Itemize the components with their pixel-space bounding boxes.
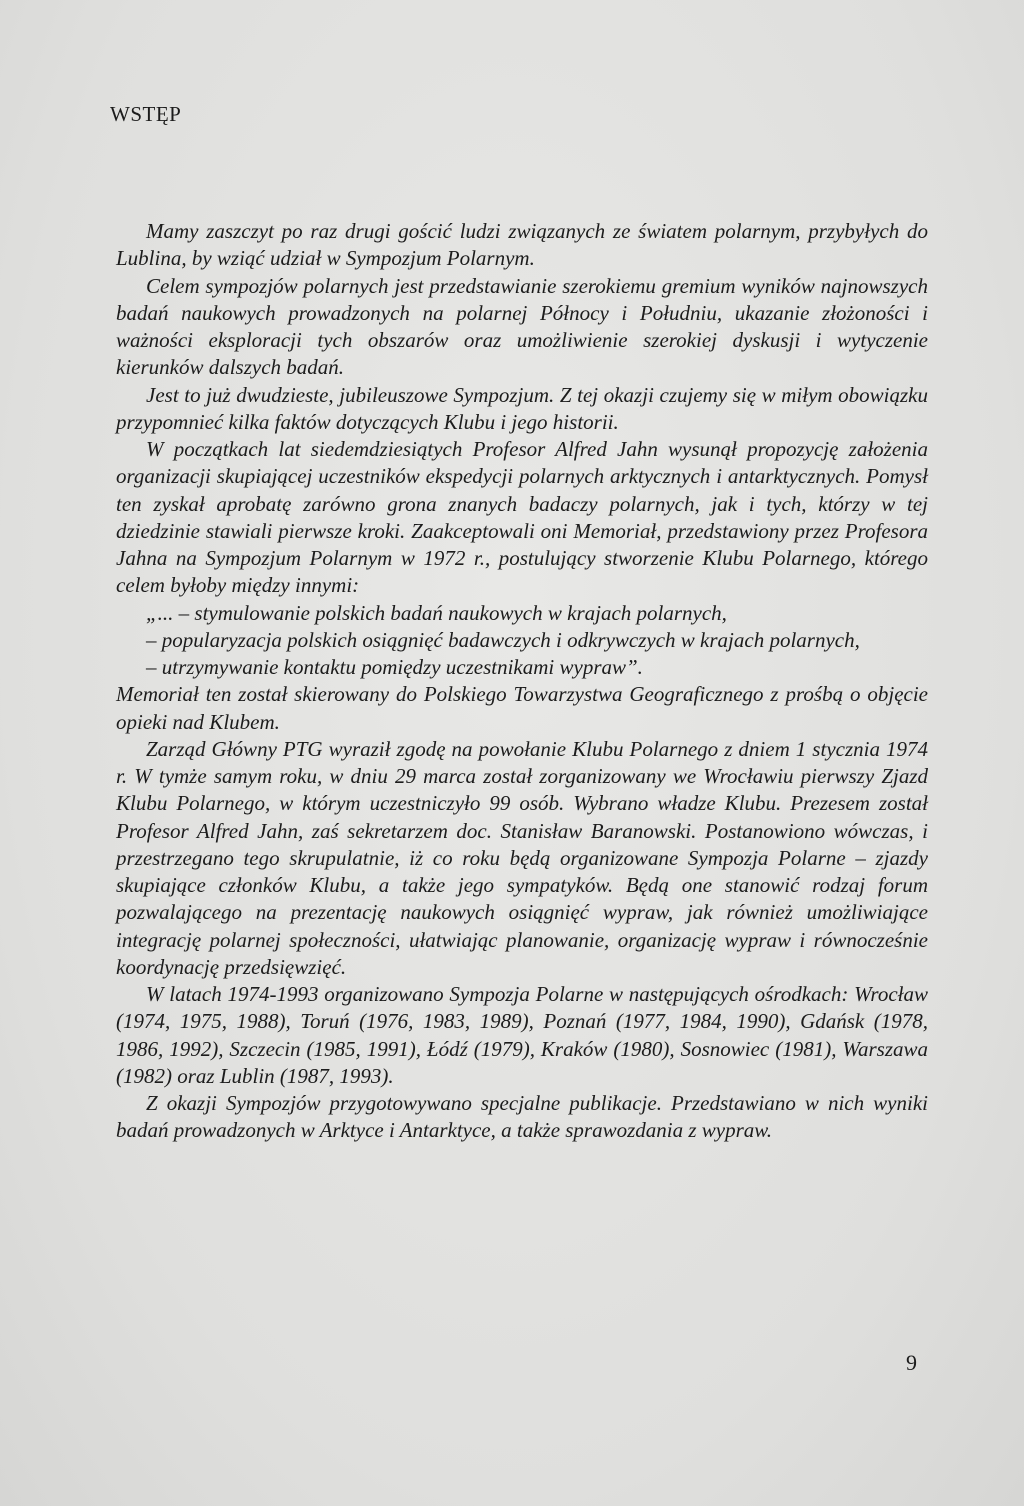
body-text [116, 218, 928, 1145]
quote-item-1: „... – stymulowanie polskich badań naukowych w krajach polarnych, [146, 600, 727, 625]
paragraph-founding: Zarząd Główny PTG wyraził zgodę na powołanie Klubu Polarnego z dniem 1 stycznia 1974 r. W tymże samym roku, w dniu 29 marca został zorganizowany we Wrocławiu pierwszy Zjazd Klubu Polarnego, w którym uczestniczyło 99 osób. Wybrano władze Klubu. Prezesem został Profesor Alfred Jahn, zaś sekretarzem doc. Stanisław Baranowski. Postanowiono wówczas, i przestrzegano tego skrupulatnie, iż co roku będą organizowane Sympozja Polarne – zjazdy skupiające członków Klubu, a także jego sympatyków. Będą one stanowić rodzaj forum pozwalającego na prezentację naukowych osiągnięć wypraw, jak również umożliwiające integrację polarnej społeczności, ułatwiając planowanie, organizację wypraw i równocześnie koordynację przedsięwzięć. [116, 736, 928, 979]
paragraph-publications: Z okazji Sympozjów przygotowywano specjalne publikacje. Przedstawiano w nich wyniki badań prowadzonych w Arktyce i Antarktyce, a także sprawozdania z wypraw. [116, 1091, 928, 1143]
paragraph-locations: W latach 1974-1993 organizowano Sympozja Polarne w następujących ośrodkach: Wrocław (1974, 1975, 1988), Toruń (1976, 1983, 1989), Poznań (1977, 1984, 1990), Gdańsk (1978, 1986, 1992), Szczecin (1985, 1991), Łódź (1979), Kraków (1980), Sosnowiec (1981), Warszawa (1982) oraz Lublin (1987, 1993). [116, 982, 928, 1088]
quote-item-2: – popularyzacja polskich osiągnięć badawczych i odkrywczych w krajach polarnych, [146, 627, 860, 652]
section-heading: WSTĘP [110, 102, 182, 126]
paragraph-memorial: Memoriał ten został skierowany do Polskiego Towarzystwa Geograficznego z prośbą o objęcie opieki nad Klubem. [116, 682, 928, 734]
quote-item-3: – utrzymywanie kontaktu pomiędzy uczestnikami wypraw”. [146, 655, 643, 679]
paragraph-intro: Mamy zaszczyt po raz drugi gościć ludzi związanych ze światem polarnym, przybyłych do Lublina, by wziąć udział w Sympozjum Polarnym. [116, 219, 928, 271]
page-number: 9 [906, 1350, 917, 1375]
paragraph-goals: Celem sympozjów polarnych jest przedstawianie szerokiemu gremium wyników najnowszych badań naukowych prowadzonych na polarnej Północy i Południu, ukazanie złożoności i ważności eksploracji tych obszarów oraz umożliwienie szerokiej dyskusji i wytyczenie kierunków dalszych badań. [116, 273, 928, 380]
paragraph-jubilee: Jest to już dwudzieste, jubileuszowe Sympozjum. Z tej okazji czujemy się w miłym obowiązku przypomnieć kilka faktów dotyczących Klubu i jego historii. [116, 382, 928, 434]
paragraph-history: W początkach lat siedemdziesiątych Profesor Alfred Jahn wysunął propozycję założenia organizacji skupiającej uczestników ekspedycji polarnych arktycznych i antarktycznych. Pomysł ten zyskał aprobatę zarówno grona znanych badaczy polarnych, jak i tych, którzy w tej dziedzinie stawiali pierwsze kroki. Zaakceptowali oni Memoriał, przedstawiony przez Profesora Jahna na Sympozjum Polarnym w 1972 r., postulujący stworzenie Klubu Polarnego, którego celem byłoby między innymi: [116, 437, 928, 598]
